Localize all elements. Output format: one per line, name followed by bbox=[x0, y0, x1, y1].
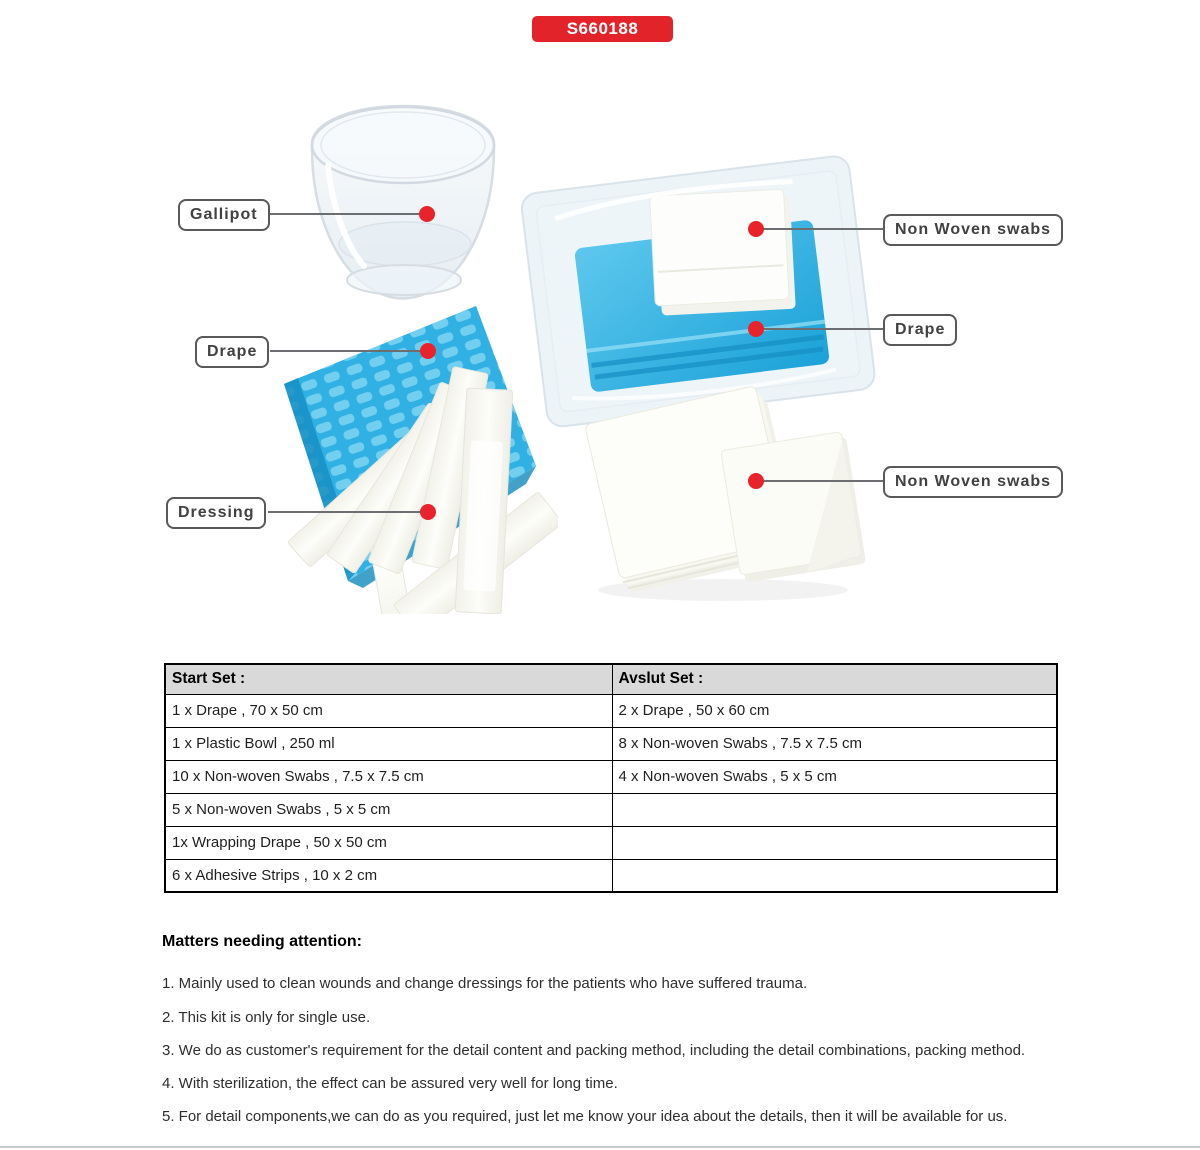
gallipot-photo bbox=[298, 96, 508, 308]
cell-start-2: 1 x Plastic Bowl , 250 ml bbox=[165, 727, 612, 760]
marker-dot-drape-left bbox=[420, 343, 436, 359]
spec-table-header-row bbox=[165, 664, 1057, 694]
callout-drape-left: Drape bbox=[195, 336, 269, 368]
table-row bbox=[165, 793, 1057, 826]
leader-line-swabs-top bbox=[756, 228, 886, 230]
callout-dressing: Dressing bbox=[166, 497, 266, 529]
attention-item-2: 2. This kit is only for single use. bbox=[162, 1009, 371, 1026]
leader-line-drape-left bbox=[270, 350, 428, 352]
swab-stack-small bbox=[721, 431, 866, 583]
cell-start-6: 6 x Adhesive Strips , 10 x 2 cm bbox=[165, 859, 612, 892]
cell-avslut-3: 4 x Non-woven Swabs , 5 x 5 cm bbox=[612, 760, 1057, 793]
drape-dressing-photo bbox=[268, 296, 558, 614]
attention-item-3: 3. We do as customer's requirement for the detail content and packing method, including the detail combinations, packing method. bbox=[162, 1042, 1026, 1059]
col-header-avslut-set: Avslut Set : bbox=[612, 664, 1057, 694]
table-row bbox=[165, 727, 1057, 760]
marker-dot-dressing bbox=[420, 504, 436, 520]
marker-dot-swabs-bottom bbox=[748, 473, 764, 489]
gallipot-base bbox=[347, 265, 461, 295]
pouch-swab-stack bbox=[650, 189, 796, 316]
table-row bbox=[165, 859, 1057, 892]
cell-avslut-2: 8 x Non-woven Swabs , 7.5 x 7.5 cm bbox=[612, 727, 1057, 760]
callout-swabs-bottom: Non Woven swabs bbox=[883, 466, 1063, 498]
cell-start-1: 1 x Drape , 70 x 50 cm bbox=[165, 694, 612, 727]
marker-dot-drape-right bbox=[748, 321, 764, 337]
attention-item-4: 4. With sterilization, the effect can be assured very well for long time. bbox=[162, 1075, 618, 1092]
product-code-badge: S660188 bbox=[532, 16, 673, 42]
spec-table bbox=[164, 663, 1058, 893]
leader-line-drape-right bbox=[756, 328, 886, 330]
callout-drape-right: Drape bbox=[883, 314, 957, 346]
attention-heading: Matters needing attention: bbox=[162, 933, 363, 950]
cell-avslut-4 bbox=[612, 793, 1057, 826]
table-row bbox=[165, 760, 1057, 793]
leader-line-gallipot bbox=[268, 213, 428, 215]
callout-gallipot: Gallipot bbox=[178, 199, 270, 231]
cell-start-4: 5 x Non-woven Swabs , 5 x 5 cm bbox=[165, 793, 612, 826]
bottom-divider bbox=[0, 1146, 1200, 1148]
cell-start-5: 1x Wrapping Drape , 50 x 50 cm bbox=[165, 826, 612, 859]
col-header-start-set: Start Set : bbox=[165, 664, 612, 694]
gallipot-rim bbox=[312, 107, 494, 183]
attention-item-5: 5. For detail components,we can do as you required, just let me know your idea about the details, then it will be available for us. bbox=[162, 1108, 1008, 1125]
attention-item-1: 1. Mainly used to clean wounds and change dressings for the patients who have suffered trauma. bbox=[162, 975, 808, 992]
callout-swabs-top: Non Woven swabs bbox=[883, 214, 1063, 246]
cell-avslut-1: 2 x Drape , 50 x 60 cm bbox=[612, 694, 1057, 727]
cell-avslut-6 bbox=[612, 859, 1057, 892]
cell-avslut-5 bbox=[612, 826, 1057, 859]
table-row bbox=[165, 694, 1057, 727]
leader-line-dressing bbox=[268, 511, 428, 513]
marker-dot-swabs-top bbox=[748, 221, 764, 237]
swab-stacks-photo bbox=[583, 378, 868, 610]
leader-line-swabs-bottom bbox=[756, 480, 886, 482]
marker-dot-gallipot bbox=[419, 206, 435, 222]
table-row bbox=[165, 826, 1057, 859]
cell-start-3: 10 x Non-woven Swabs , 7.5 x 7.5 cm bbox=[165, 760, 612, 793]
